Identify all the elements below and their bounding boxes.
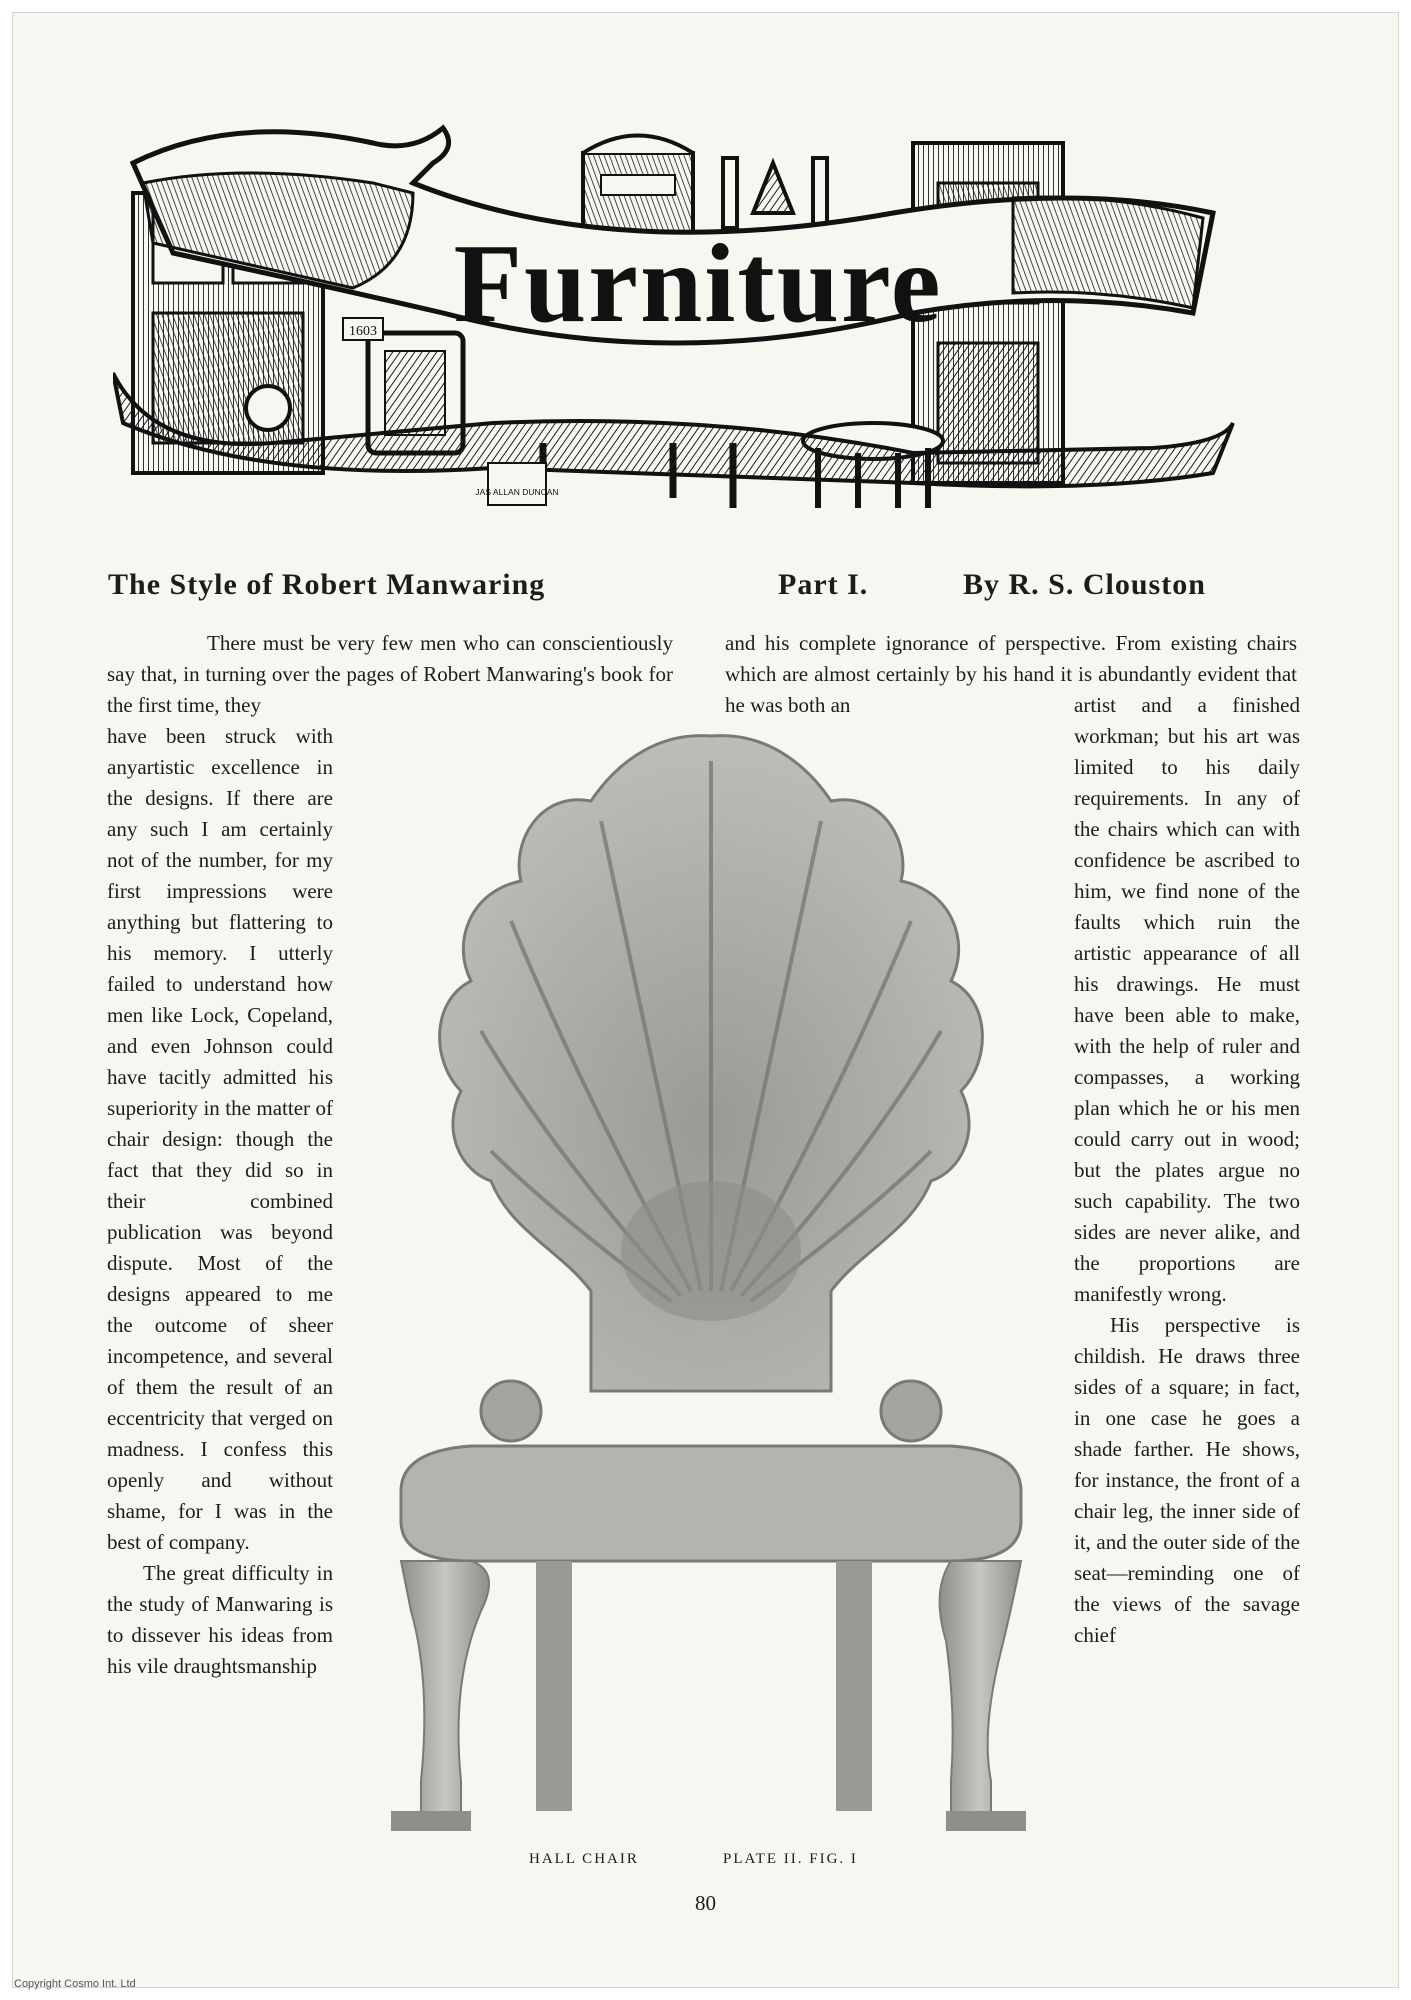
article-part: Part I. xyxy=(778,568,869,601)
column-left-top xyxy=(107,628,673,721)
hall-chair-figure xyxy=(391,731,1031,1831)
right-paragraph-1: artist and a finished workman; but his art was limited to his daily requirements. In any of the chairs which can with confidence be ascribed to him, we find none of the faults which ruin the artistic appearance of all his drawings. He must have been able to make, with the help of ruler and compasses, a working plan which he or his men could carry out in wood; but the plates argue no such capability. The two sides are never alike, and the proportions are manifestly wrong. xyxy=(1074,693,1300,1306)
right-paragraph-2: His perspective is childish. He draws three sides of a square; in fact, in one case he goes a shade farther. He shows, for instance, the front of a chair leg, the inner side of it, and the outer side of the seat—reminding one of the views of the savage chief xyxy=(1074,1313,1300,1647)
artist-signature: JAS ALLAN DUNCAN xyxy=(475,487,559,497)
column-left xyxy=(107,721,333,1682)
article-title: The Style of Robert Manwaring xyxy=(108,568,546,601)
right-opening-paragraph: and his complete ignorance of perspective. From existing chairs which are almost certainly by his hand it is abundantly evident that he was both an xyxy=(725,631,1297,717)
article-byline xyxy=(108,568,1288,612)
hall-chair-illustration xyxy=(391,731,1031,1831)
furniture-banner xyxy=(113,123,1303,513)
magazine-page xyxy=(12,12,1399,1988)
figure-caption-plate: PLATE II. FIG. I xyxy=(723,1851,858,1867)
date-plaque: 1603 xyxy=(349,324,377,339)
left-paragraph-1: have been struck with anyartistic excellence in the designs. If there are any such I am certainly not of the number, for my first impressions were anything but flattering to his memory. I utterly failed to understand how men like Lock, Copeland, and even Johnson could have tacitly admitted his superiority in the matter of chair design: though the fact that they did so in their combined publication was beyond dispute. Most of the designs appeared to me the outcome of sheer incompetence, and several of them the result of an eccentricity that verged on madness. I confess this openly and without shame, for I was in the best of company. xyxy=(107,724,333,1554)
copyright-notice: Copyright Cosmo Int. Ltd xyxy=(14,1978,136,1990)
banner-illustration xyxy=(113,123,1303,513)
page-number: 80 xyxy=(695,1891,716,1915)
article-author: By R. S. Clouston xyxy=(963,568,1206,601)
left-paragraph-2: The great difficulty in the study of Manwaring is to dissever his ideas from his vile draughtsmanship xyxy=(107,1561,333,1678)
column-right xyxy=(1074,690,1300,1651)
banner-title: Furniture xyxy=(453,222,943,346)
opening-paragraph: There must be very few men who can conscientiously say that, in turning over the pages of Robert Manwaring's book for the first time, they xyxy=(107,631,673,717)
figure-caption-title: HALL CHAIR xyxy=(529,1851,639,1867)
